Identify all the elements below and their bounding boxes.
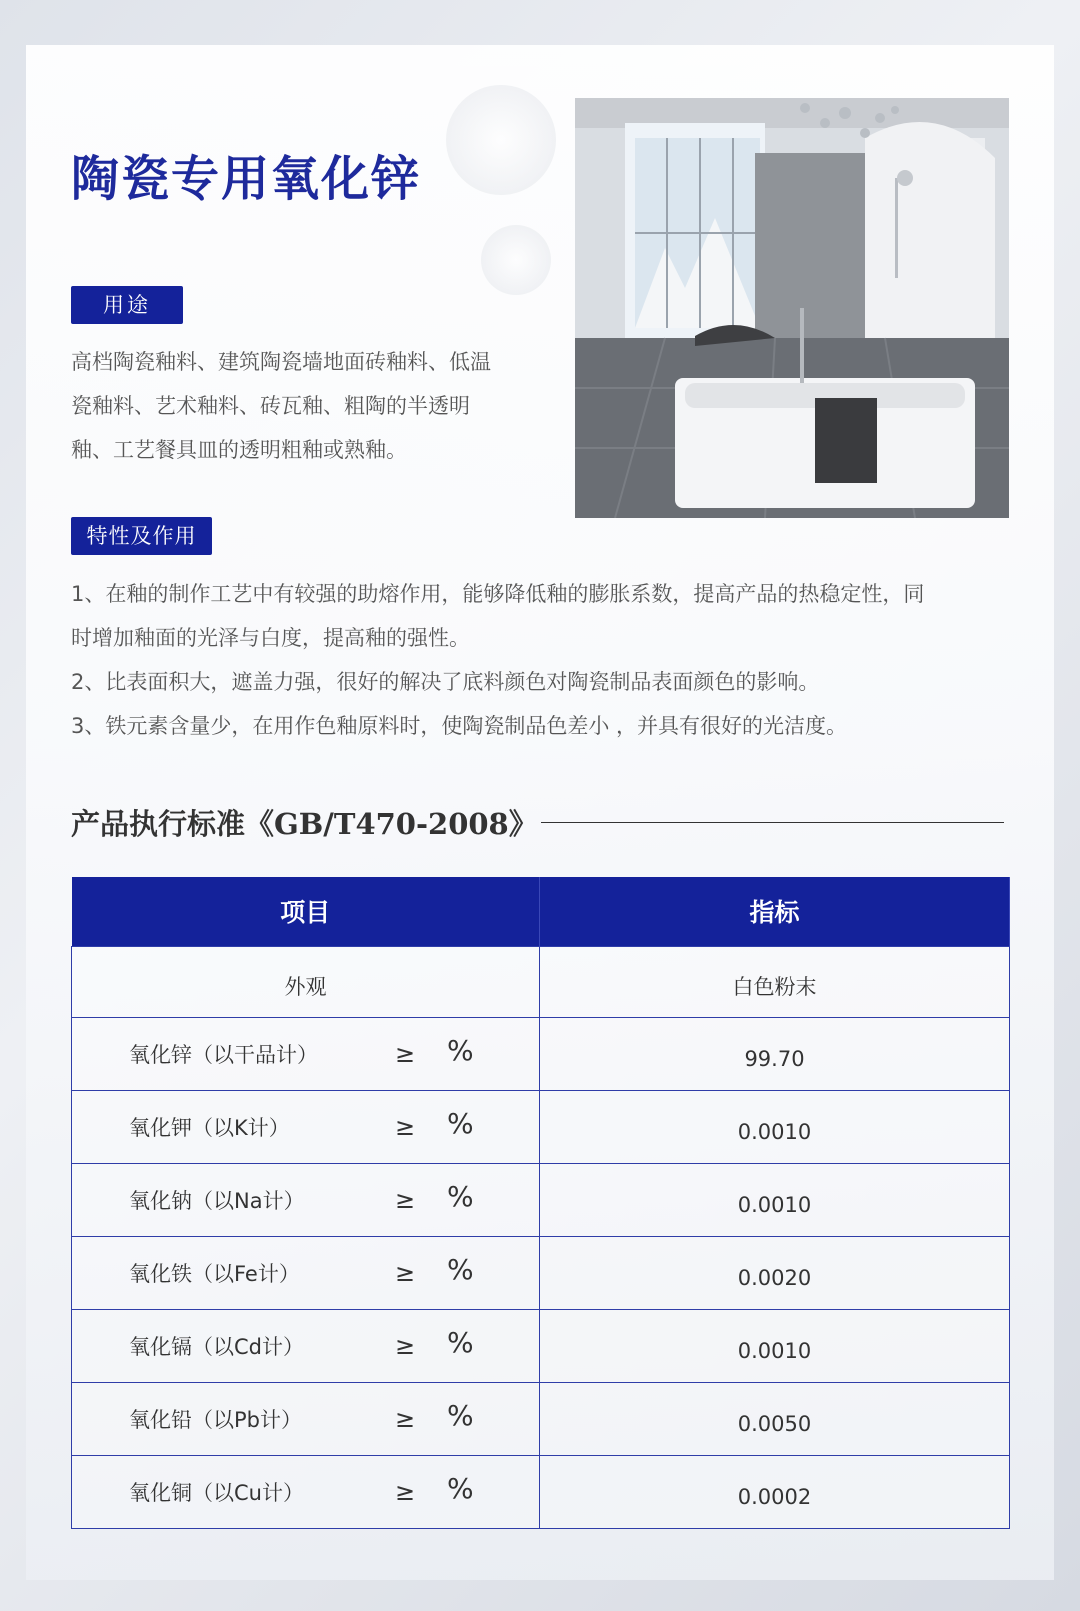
features-line: 时增加釉面的光泽与白度，提高釉的强性。 bbox=[71, 626, 470, 650]
column-header-index: 指标 bbox=[540, 877, 1010, 946]
ge-symbol: ≥ bbox=[395, 1039, 416, 1068]
appearance-value: 白色粉末 bbox=[540, 946, 1010, 1017]
table-row bbox=[72, 1017, 1010, 1090]
row-value: 0.0010 bbox=[540, 1163, 1010, 1236]
usage-line: 瓷釉料、艺术釉料、砖瓦釉、粗陶的半透明 bbox=[71, 394, 470, 418]
row-label-cell bbox=[72, 1236, 540, 1309]
row-value: 99.70 bbox=[540, 1017, 1010, 1090]
features-badge: 特性及作用 bbox=[71, 517, 212, 555]
table-row bbox=[72, 1382, 1010, 1455]
row-label-cell bbox=[72, 1309, 540, 1382]
row-label: 氧化钾（以K计） bbox=[129, 1115, 290, 1140]
unit-percent: % bbox=[447, 1179, 474, 1213]
row-label: 氧化铅（以Pb计） bbox=[129, 1407, 302, 1432]
row-value: 0.0002 bbox=[540, 1455, 1010, 1528]
row-value: 0.0010 bbox=[540, 1090, 1010, 1163]
table-row bbox=[72, 1236, 1010, 1309]
spec-table bbox=[71, 877, 1010, 1529]
bathroom-photo bbox=[575, 98, 1009, 518]
ge-symbol: ≥ bbox=[395, 1477, 416, 1506]
table-row bbox=[72, 1163, 1010, 1236]
standard-title: 产品执行标准《GB/T470-2008》 bbox=[71, 807, 538, 841]
background-decoration bbox=[446, 85, 556, 195]
features-line: 2、比表面积大，遮盖力强，很好的解决了底料颜色对陶瓷制品表面颜色的影响。 bbox=[71, 670, 820, 694]
row-label-cell bbox=[72, 1455, 540, 1528]
row-label-cell bbox=[72, 1163, 540, 1236]
appearance-label: 外观 bbox=[72, 946, 540, 1017]
table-row bbox=[72, 1090, 1010, 1163]
usage-text bbox=[71, 340, 561, 472]
features-text bbox=[71, 572, 1021, 748]
ge-symbol: ≥ bbox=[395, 1404, 416, 1433]
usage-badge: 用途 bbox=[71, 286, 183, 324]
unit-percent: % bbox=[447, 1471, 474, 1505]
divider bbox=[541, 822, 1004, 823]
usage-line: 釉、工艺餐具皿的透明粗釉或熟釉。 bbox=[71, 438, 407, 462]
unit-percent: % bbox=[447, 1325, 474, 1359]
ge-symbol: ≥ bbox=[395, 1331, 416, 1360]
background-decoration bbox=[481, 225, 551, 295]
row-value: 0.0010 bbox=[540, 1309, 1010, 1382]
ge-symbol: ≥ bbox=[395, 1185, 416, 1214]
row-label: 氧化铁（以Fe计） bbox=[129, 1261, 300, 1286]
row-label-cell bbox=[72, 1017, 540, 1090]
page-title: 陶瓷专用氧化锌 bbox=[71, 151, 422, 207]
table-header-row bbox=[72, 877, 1010, 946]
bathroom-illustration bbox=[575, 98, 1009, 518]
column-header-item: 项目 bbox=[72, 877, 540, 946]
usage-line: 高档陶瓷釉料、建筑陶瓷墙地面砖釉料、低温 bbox=[71, 350, 491, 374]
ge-symbol: ≥ bbox=[395, 1258, 416, 1287]
row-label: 氧化镉（以Cd计） bbox=[129, 1334, 304, 1359]
row-label: 氧化锌（以干品计） bbox=[129, 1042, 318, 1067]
row-label: 氧化钠（以Na计） bbox=[129, 1188, 305, 1213]
unit-percent: % bbox=[447, 1252, 474, 1286]
unit-percent: % bbox=[447, 1398, 474, 1432]
unit-percent: % bbox=[447, 1106, 474, 1140]
table-row bbox=[72, 946, 1010, 1017]
ge-symbol: ≥ bbox=[395, 1112, 416, 1141]
unit-percent: % bbox=[447, 1033, 474, 1067]
row-label-cell bbox=[72, 1090, 540, 1163]
table-row bbox=[72, 1455, 1010, 1528]
row-value: 0.0050 bbox=[540, 1382, 1010, 1455]
table-row bbox=[72, 1309, 1010, 1382]
row-value: 0.0020 bbox=[540, 1236, 1010, 1309]
features-line: 3、铁元素含量少，在用作色釉原料时，使陶瓷制品色差小 ，并具有很好的光洁度。 bbox=[71, 714, 848, 738]
row-label-cell bbox=[72, 1382, 540, 1455]
features-line: 1、在釉的制作工艺中有较强的助熔作用，能够降低釉的膨胀系数，提高产品的热稳定性，同 bbox=[71, 582, 925, 606]
row-label: 氧化铜（以Cu计） bbox=[129, 1480, 304, 1505]
